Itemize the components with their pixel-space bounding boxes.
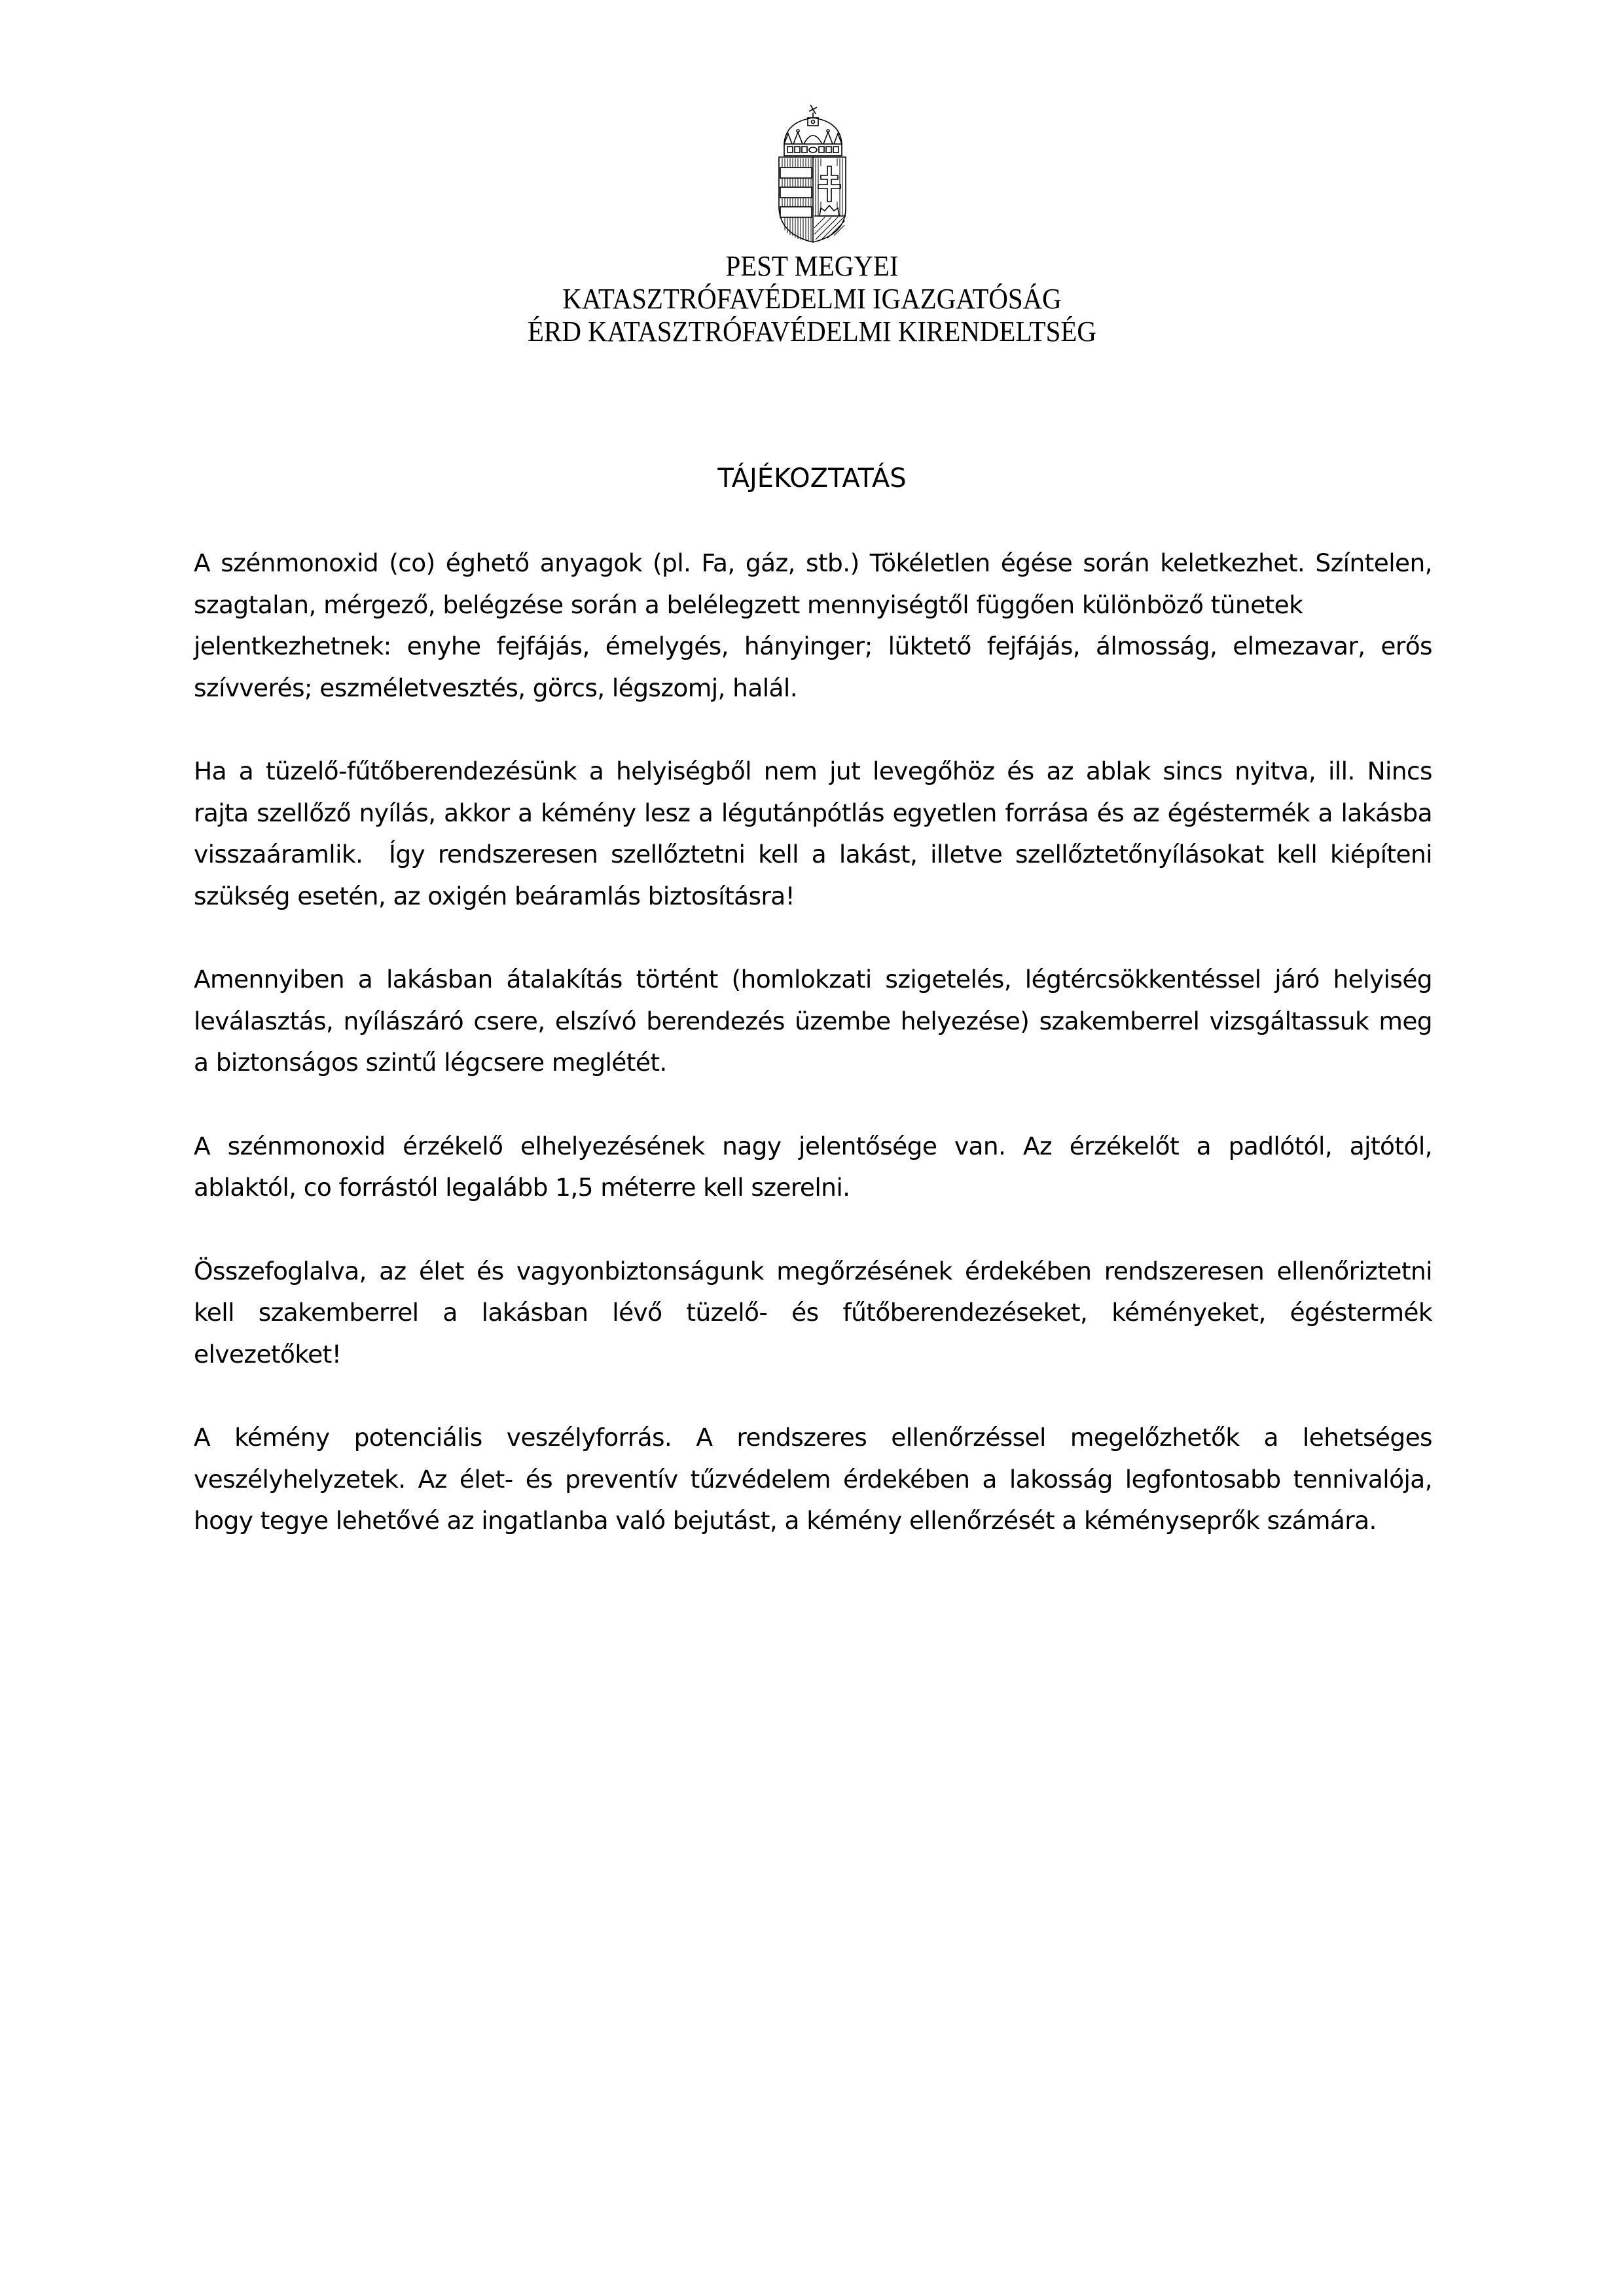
- document-body: [194, 543, 1432, 1584]
- paragraph-detector-placement: [194, 1126, 1432, 1209]
- paragraph-line: A szénmonoxid (co) éghető anyagok (pl. Fa, gáz, stb.) Tökéletlen égése során keletkezhet. Színtelen,: [194, 548, 1432, 577]
- document-title: TÁJÉKOZTATÁS: [717, 463, 907, 493]
- paragraph-summary: [194, 1251, 1432, 1376]
- org-header-line-branch: ÉRD KATASZTRÓFAVÉDELMI KIRENDELTSÉG: [528, 315, 1096, 348]
- organization-header: [0, 250, 1624, 348]
- paragraph-line: leválasztás, nyílászáró csere, elszívó berendezés üzembe helyezése) szakemberrel vizsgáltassuk meg: [194, 1006, 1432, 1035]
- paragraph-line: ablaktól, co forrástól legalább 1,5 méterre kell szerelni.: [194, 1173, 850, 1202]
- paragraph-renovation: [194, 959, 1432, 1084]
- paragraph-line: Amennyiben a lakásban átalakítás történt (homlokzati szigetelés, légtércsökkentéssel járó helyiség: [194, 965, 1432, 994]
- hungarian-coat-of-arms-icon: [776, 103, 848, 244]
- paragraph-line: Ha a tüzelő-fűtőberendezésünk a helyiségből nem jut levegőhöz és az ablak sincs nyitva, ill. Nincs: [194, 757, 1432, 785]
- paragraph-line: rajta szellőző nyílás, akkor a kémény lesz a légutánpótlás egyetlen forrása és az égéstermék a lakásba: [194, 798, 1432, 827]
- paragraph-line: visszaáramlik. Így rendszeresen szellőztetni kell a lakást, illetve szellőztetőnyílásokat kell kiépíteni: [194, 840, 1432, 869]
- org-header-line-directorate: KATASZTRÓFAVÉDELMI IGAZGATÓSÁG: [562, 283, 1062, 315]
- paragraph-line: a biztonságos szintű légcsere meglétét.: [194, 1048, 667, 1077]
- paragraph-line: szívverés; eszméletvesztés, görcs, légszomj, halál.: [194, 673, 798, 702]
- paragraph-line: A szénmonoxid érzékelő elhelyezésének nagy jelentősége van. Az érzékelőt a padlótól, ajtótól,: [194, 1131, 1432, 1160]
- paragraph-carbon-monoxide-intro: [194, 543, 1432, 709]
- paragraph-line: A kémény potenciális veszélyforrás. A rendszeres ellenőrzéssel megelőzhetők a lehetséges: [194, 1423, 1432, 1452]
- paragraph-ventilation: [194, 751, 1432, 917]
- paragraph-line: szükség esetén, az oxigén beáramlás biztosításra!: [194, 881, 795, 910]
- paragraph-line: szagtalan, mérgező, belégzése során a belélegzett mennyiségtől függően különböző tünetek: [194, 590, 1303, 619]
- org-header-line-county: PEST MEGYEI: [725, 250, 899, 282]
- paragraph-line: veszélyhelyzetek. Az élet- és preventív tűzvédelem érdekében a lakosság legfontosabb tennivalója,: [194, 1464, 1432, 1494]
- paragraph-line: hogy tegye lehetővé az ingatlanba való bejutást, a kémény ellenőrzését a kéményseprők számára.: [194, 1506, 1377, 1535]
- paragraph-line: jelentkezhetnek: enyhe fejfájás, émelygés, hányinger; lüktető fejfájás, álmosság, elmezavar, erős: [194, 632, 1432, 660]
- paragraph-line: elvezetőket!: [194, 1339, 342, 1369]
- paragraph-line: Összefoglalva, az élet és vagyonbiztonságunk megőrzésének érdekében rendszeresen ellenőriztetni: [194, 1256, 1432, 1285]
- paragraph-line: kell szakemberrel a lakásban lévő tüzelő- és fűtőberendezéseket, kéményeket, égéstermék: [194, 1298, 1432, 1327]
- paragraph-chimney-hazard: [194, 1417, 1432, 1542]
